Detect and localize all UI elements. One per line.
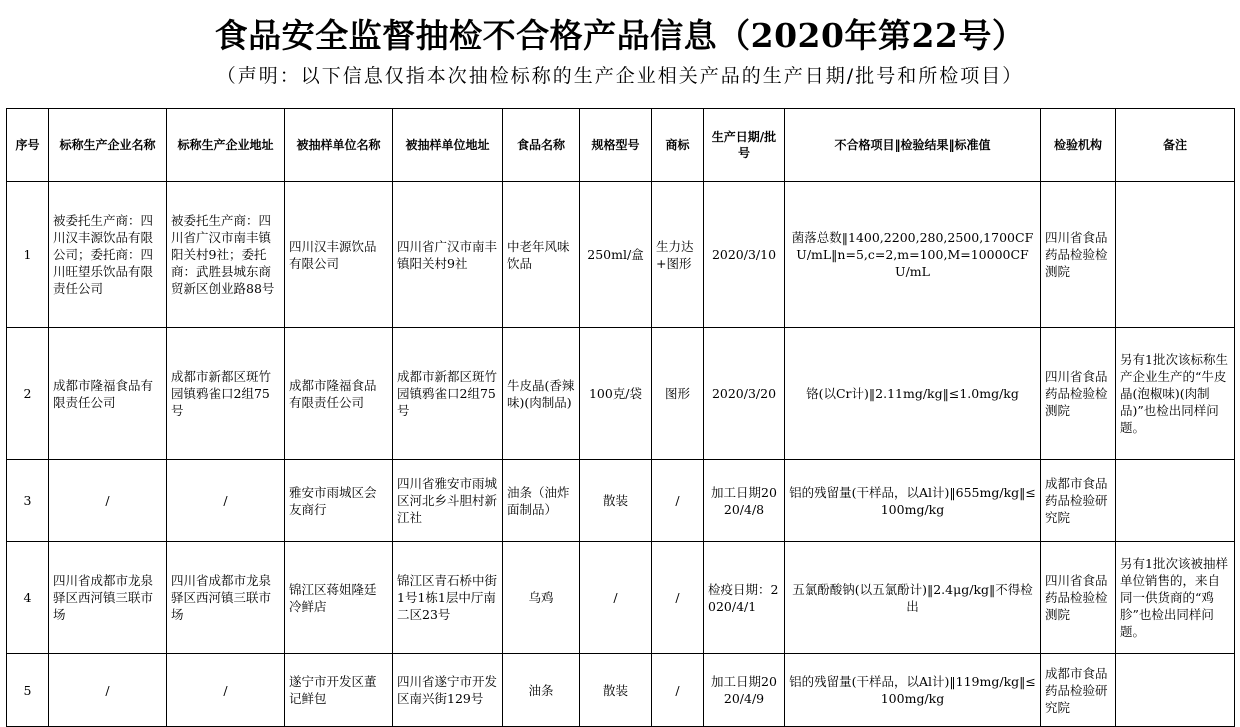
- cell-inspection-agency: 成都市食品药品检验研究院: [1041, 460, 1116, 542]
- cell-trademark: 生力达+图形: [652, 182, 704, 328]
- cell-manufacturer-address: /: [167, 654, 285, 727]
- cell-inspection-agency: 四川省食品药品检验检测院: [1041, 328, 1116, 460]
- cell-sampled-unit-name: 锦江区蒋姐隆廷冷鲜店: [285, 542, 393, 654]
- header-remarks: 备注: [1116, 109, 1235, 182]
- cell-spec: /: [580, 542, 652, 654]
- header-sampled-unit-name: 被抽样单位名称: [285, 109, 393, 182]
- cell-remarks: [1116, 654, 1235, 727]
- cell-manufacturer-name: /: [49, 654, 167, 727]
- cell-spec: 散装: [580, 460, 652, 542]
- cell-sampled-unit-name: 遂宁市开发区董记鲜包: [285, 654, 393, 727]
- cell-seq: 1: [7, 182, 49, 328]
- cell-manufacturer-address: 成都市新都区斑竹园镇鸦雀口2组75号: [167, 328, 285, 460]
- cell-manufacturer-address: 被委托生产商：四川省广汉市南丰镇阳关村9社；委托商：武胜县城东商贸新区创业路88号: [167, 182, 285, 328]
- cell-production-date: 检疫日期：2020/4/1: [704, 542, 785, 654]
- header-trademark: 商标: [652, 109, 704, 182]
- cell-seq: 5: [7, 654, 49, 727]
- cell-manufacturer-name: 成都市隆福食品有限责任公司: [49, 328, 167, 460]
- cell-inspection-agency: 成都市食品药品检验研究院: [1041, 654, 1116, 727]
- cell-spec: 250ml/盒: [580, 182, 652, 328]
- cell-manufacturer-name: 四川省成都市龙泉驿区西河镇三联市场: [49, 542, 167, 654]
- cell-production-date: 加工日期2020/4/8: [704, 460, 785, 542]
- cell-food-name: 油条: [503, 654, 580, 727]
- cell-inspection-agency: 四川省食品药品检验检测院: [1041, 182, 1116, 328]
- cell-production-date: 2020/3/10: [704, 182, 785, 328]
- table-header-row: [7, 109, 1235, 182]
- header-manufacturer-address: 标称生产企业地址: [167, 109, 285, 182]
- cell-sampled-unit-address: 四川省遂宁市开发区南兴街129号: [393, 654, 503, 727]
- header-manufacturer-name: 标称生产企业名称: [49, 109, 167, 182]
- table-row: [7, 328, 1235, 460]
- table-row: [7, 182, 1235, 328]
- cell-food-name: 乌鸡: [503, 542, 580, 654]
- cell-sampled-unit-address: 四川省广汉市南丰镇阳关村9社: [393, 182, 503, 328]
- cell-production-date: 加工日期2020/4/9: [704, 654, 785, 727]
- page-title: 食品安全监督抽检不合格产品信息（2020年第22号）: [214, 16, 1026, 55]
- results-table: [6, 108, 1235, 727]
- cell-manufacturer-address: /: [167, 460, 285, 542]
- header-food-name: 食品名称: [503, 109, 580, 182]
- header-production-date: 生产日期/批号: [704, 109, 785, 182]
- table-row: [7, 460, 1235, 542]
- cell-manufacturer-name: 被委托生产商：四川汉丰源饮品有限公司；委托商：四川旺望乐饮品有限责任公司: [49, 182, 167, 328]
- cell-remarks: [1116, 182, 1235, 328]
- cell-seq: 3: [7, 460, 49, 542]
- cell-inspection-agency: 四川省食品药品检验检测院: [1041, 542, 1116, 654]
- cell-sampled-unit-address: 四川省雅安市雨城区河北乡斗胆村新江社: [393, 460, 503, 542]
- cell-food-name: 油条（油炸面制品）: [503, 460, 580, 542]
- cell-remarks: 另有1批次该被抽样单位销售的，来自同一供货商的“鸡胗”也检出同样问题。: [1116, 542, 1235, 654]
- cell-spec: 100克/袋: [580, 328, 652, 460]
- cell-food-name: 牛皮晶(香辣味)(肉制品): [503, 328, 580, 460]
- cell-failed-items: 铝的残留量(干样品，以Al计)‖655mg/kg‖≤100mg/kg: [785, 460, 1041, 542]
- table-row: [7, 654, 1235, 727]
- cell-trademark: 图形: [652, 328, 704, 460]
- cell-failed-items: 铝的残留量(干样品，以Al计)‖119mg/kg‖≤100mg/kg: [785, 654, 1041, 727]
- cell-failed-items: 铬(以Cr计)‖2.11mg/kg‖≤1.0mg/kg: [785, 328, 1041, 460]
- cell-sampled-unit-name: 四川汉丰源饮品有限公司: [285, 182, 393, 328]
- cell-sampled-unit-address: 成都市新都区斑竹园镇鸦雀口2组75号: [393, 328, 503, 460]
- cell-seq: 2: [7, 328, 49, 460]
- cell-sampled-unit-address: 锦江区青石桥中街1号1栋1层中厅南二区23号: [393, 542, 503, 654]
- table-row: [7, 542, 1235, 654]
- cell-remarks: 另有1批次该标称生产企业生产的“牛皮晶(泡椒味)(肉制品)”也检出同样问题。: [1116, 328, 1235, 460]
- cell-manufacturer-address: 四川省成都市龙泉驿区西河镇三联市场: [167, 542, 285, 654]
- cell-trademark: /: [652, 654, 704, 727]
- cell-failed-items: 菌落总数‖1400,2200,280,2500,1700CFU/mL‖n=5,c=2,m=100,M=10000CFU/mL: [785, 182, 1041, 328]
- cell-trademark: /: [652, 460, 704, 542]
- cell-food-name: 中老年风味饮品: [503, 182, 580, 328]
- cell-spec: 散装: [580, 654, 652, 727]
- cell-trademark: /: [652, 542, 704, 654]
- cell-sampled-unit-name: 雅安市雨城区会友商行: [285, 460, 393, 542]
- header-spec: 规格型号: [580, 109, 652, 182]
- cell-production-date: 2020/3/20: [704, 328, 785, 460]
- header-inspection-agency: 检验机构: [1041, 109, 1116, 182]
- header-seq: 序号: [7, 109, 49, 182]
- header-failed-items: 不合格项目‖检验结果‖标准值: [785, 109, 1041, 182]
- cell-manufacturer-name: /: [49, 460, 167, 542]
- header-sampled-unit-address: 被抽样单位地址: [393, 109, 503, 182]
- cell-seq: 4: [7, 542, 49, 654]
- cell-remarks: [1116, 460, 1235, 542]
- cell-failed-items: 五氯酚酸钠(以五氯酚计)‖2.4μg/kg‖不得检出: [785, 542, 1041, 654]
- page-subtitle: （声明：以下信息仅指本次抽检标称的生产企业相关产品的生产日期/批号和所检项目）: [216, 65, 1024, 87]
- cell-sampled-unit-name: 成都市隆福食品有限责任公司: [285, 328, 393, 460]
